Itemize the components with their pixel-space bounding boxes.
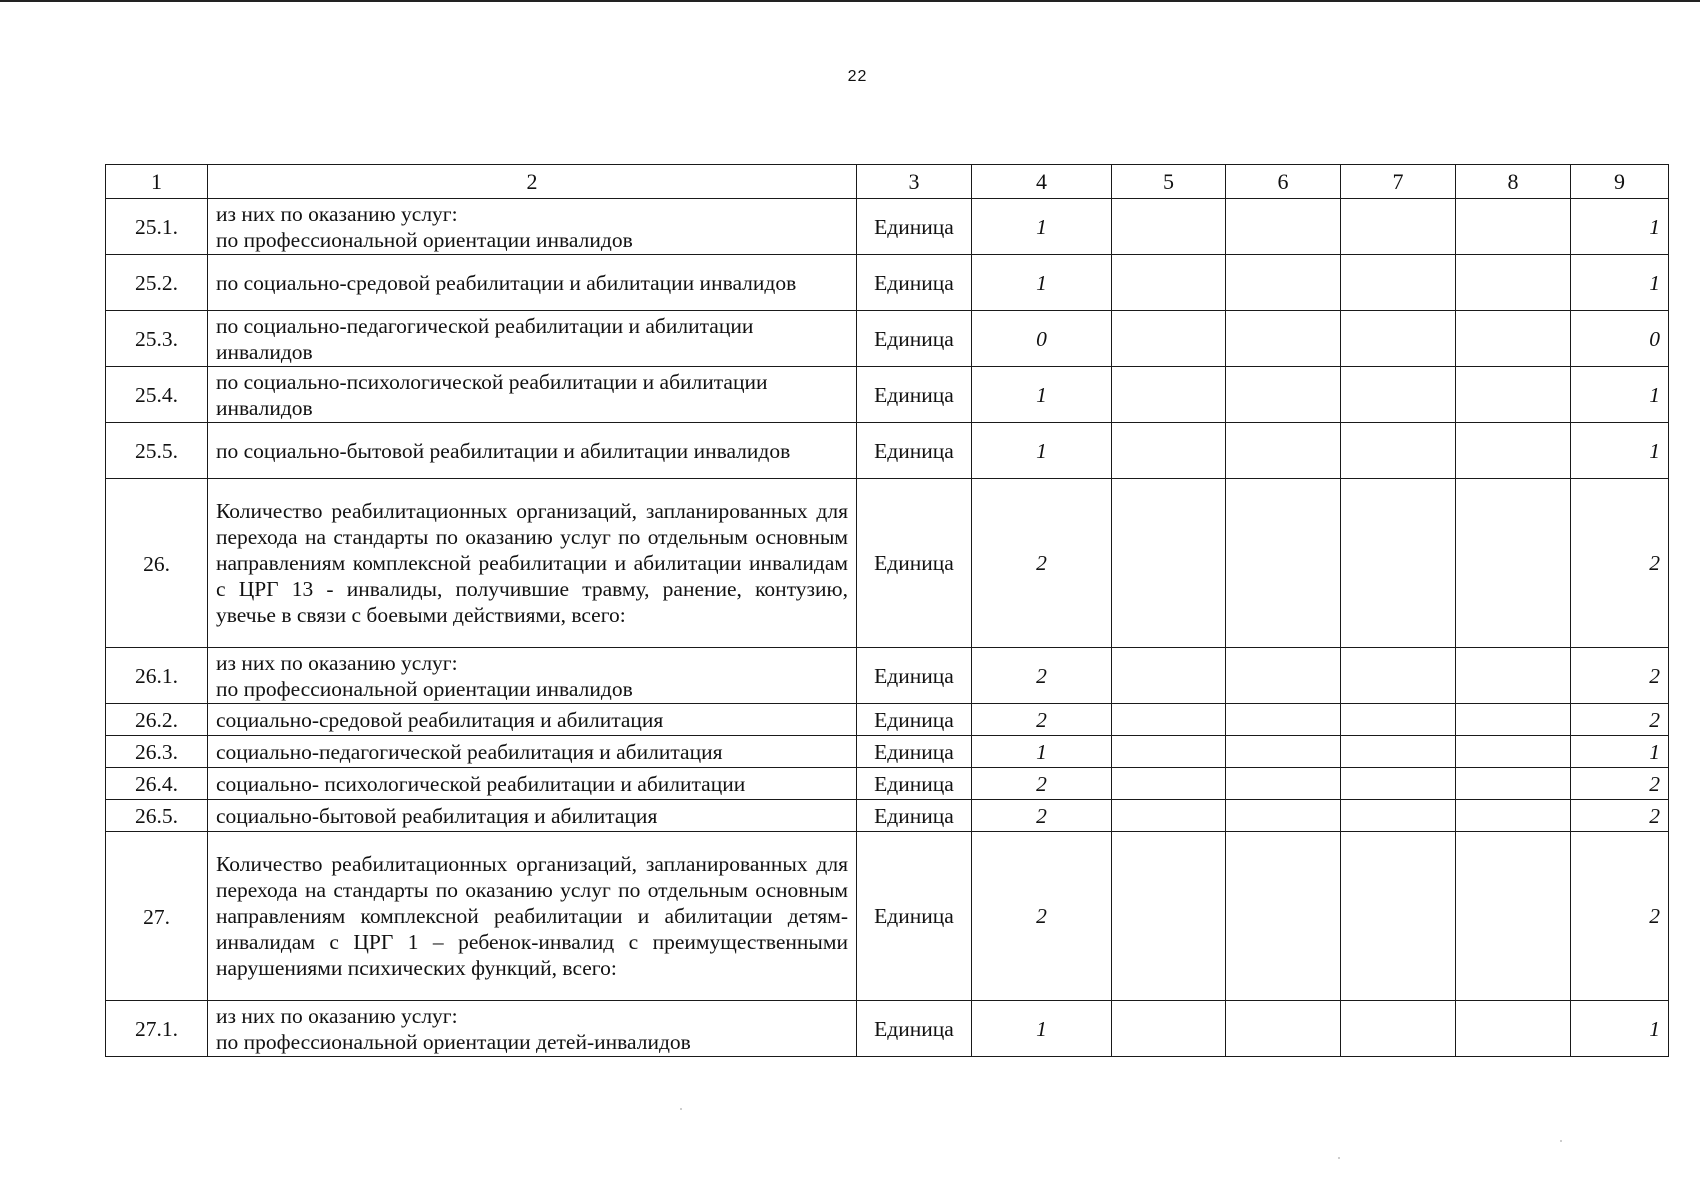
row-col8-value — [1456, 648, 1571, 704]
row-col4-value: 1 — [972, 199, 1112, 255]
row-col4-value: 1 — [972, 1001, 1112, 1057]
row-col8-value — [1456, 800, 1571, 832]
row-col5-value — [1112, 311, 1226, 367]
row-unit: Единица — [857, 736, 972, 768]
row-col6-value — [1226, 199, 1341, 255]
row-number: 26.3. — [106, 736, 208, 768]
row-col6-value — [1226, 311, 1341, 367]
row-col6-value — [1226, 704, 1341, 736]
row-number: 26. — [106, 479, 208, 648]
row-name: социально- психологической реабилитации и абилитации — [208, 768, 857, 800]
table-row — [106, 423, 1669, 479]
row-col6-value — [1226, 1001, 1341, 1057]
table-row — [106, 736, 1669, 768]
row-col9-value: 1 — [1571, 1001, 1669, 1057]
row-col6-value — [1226, 832, 1341, 1001]
row-name-line-1: из них по оказанию услуг: — [216, 650, 458, 675]
row-unit: Единица — [857, 704, 972, 736]
row-col4-value: 0 — [972, 311, 1112, 367]
row-col7-value — [1341, 768, 1456, 800]
row-name-line-2: по профессиональной ориентации инвалидов — [216, 676, 633, 701]
row-unit: Единица — [857, 199, 972, 255]
row-name — [208, 199, 857, 255]
row-col6-value — [1226, 423, 1341, 479]
row-name: Количество реабилитационных организаций, запланированных для перехода на стандарты по оказанию услуг по отдельным основным направлениям комплексной реабилитации и абилитации инвалидам с ЦРГ 13 - инвалиды, получившие травму, ранение, контузию, увечье в связи с боевыми действиями, всего: — [208, 479, 857, 648]
row-col9-value: 1 — [1571, 423, 1669, 479]
row-col9-value: 2 — [1571, 832, 1669, 1001]
row-col5-value — [1112, 736, 1226, 768]
row-col6-value — [1226, 367, 1341, 423]
row-unit: Единица — [857, 1001, 972, 1057]
table-row — [106, 704, 1669, 736]
table-row — [106, 832, 1669, 1001]
row-col5-value — [1112, 199, 1226, 255]
row-unit: Единица — [857, 311, 972, 367]
row-col7-value — [1341, 736, 1456, 768]
table-row — [106, 800, 1669, 832]
column-header-4: 4 — [972, 165, 1112, 199]
table-row — [106, 199, 1669, 255]
row-col4-value: 1 — [972, 423, 1112, 479]
row-name: по социально-средовой реабилитации и абилитации инвалидов — [208, 255, 857, 311]
row-col6-value — [1226, 255, 1341, 311]
row-number: 26.1. — [106, 648, 208, 704]
row-col8-value — [1456, 255, 1571, 311]
table-row — [106, 367, 1669, 423]
row-name-line-2: по профессиональной ориентации инвалидов — [216, 227, 633, 252]
row-col9-value: 2 — [1571, 768, 1669, 800]
row-col4-value: 2 — [972, 704, 1112, 736]
row-col4-value: 1 — [972, 367, 1112, 423]
column-header-2: 2 — [208, 165, 857, 199]
row-name: социально-педагогической реабилитация и абилитация — [208, 736, 857, 768]
page-top-edge — [0, 0, 1700, 2]
header-row — [106, 165, 1669, 199]
row-col4-value: 2 — [972, 648, 1112, 704]
row-name: социально-средовой реабилитация и абилитация — [208, 704, 857, 736]
row-name: по социально-бытовой реабилитации и абилитации инвалидов — [208, 423, 857, 479]
row-col8-value — [1456, 704, 1571, 736]
row-unit: Единица — [857, 479, 972, 648]
row-col8-value — [1456, 1001, 1571, 1057]
row-unit: Единица — [857, 255, 972, 311]
column-header-5: 5 — [1112, 165, 1226, 199]
row-col9-value: 1 — [1571, 367, 1669, 423]
row-name: по социально-педагогической реабилитации и абилитации инвалидов — [208, 311, 857, 367]
row-col9-value: 2 — [1571, 704, 1669, 736]
row-number: 26.2. — [106, 704, 208, 736]
row-unit: Единица — [857, 800, 972, 832]
row-col4-value: 2 — [972, 800, 1112, 832]
page-number: 22 — [847, 68, 868, 85]
row-number: 27. — [106, 832, 208, 1001]
column-header-3: 3 — [857, 165, 972, 199]
row-col8-value — [1456, 736, 1571, 768]
row-number: 27.1. — [106, 1001, 208, 1057]
row-col6-value — [1226, 800, 1341, 832]
row-col5-value — [1112, 1001, 1226, 1057]
row-col7-value — [1341, 648, 1456, 704]
row-number: 25.5. — [106, 423, 208, 479]
row-col9-value: 2 — [1571, 800, 1669, 832]
row-col7-value — [1341, 479, 1456, 648]
row-col7-value — [1341, 704, 1456, 736]
row-col4-value: 1 — [972, 736, 1112, 768]
row-name: Количество реабилитационных организаций, запланированных для перехода на стандарты по оказанию услуг по отдельным основным направлениям комплексной реабилитации и абилитации детям-инвалидам с ЦРГ 1 – ребенок-инвалид с преимущественными нарушениями психических функций, всего: — [208, 832, 857, 1001]
row-col5-value — [1112, 832, 1226, 1001]
row-col7-value — [1341, 1001, 1456, 1057]
row-name: социально-бытовой реабилитация и абилитация — [208, 800, 857, 832]
row-col5-value — [1112, 768, 1226, 800]
row-col4-value: 2 — [972, 768, 1112, 800]
column-header-7: 7 — [1341, 165, 1456, 199]
row-number: 25.2. — [106, 255, 208, 311]
row-col5-value — [1112, 704, 1226, 736]
row-col4-value: 2 — [972, 832, 1112, 1001]
row-col8-value — [1456, 479, 1571, 648]
row-col6-value — [1226, 736, 1341, 768]
table-row — [106, 255, 1669, 311]
row-col9-value: 2 — [1571, 648, 1669, 704]
row-col5-value — [1112, 479, 1226, 648]
scan-speck — [1560, 1140, 1562, 1142]
row-name — [208, 1001, 857, 1057]
row-col7-value — [1341, 832, 1456, 1001]
row-unit: Единица — [857, 367, 972, 423]
row-number: 25.1. — [106, 199, 208, 255]
column-header-9: 9 — [1571, 165, 1669, 199]
row-number: 25.3. — [106, 311, 208, 367]
row-col7-value — [1341, 255, 1456, 311]
table-row — [106, 479, 1669, 648]
row-col5-value — [1112, 648, 1226, 704]
row-unit: Единица — [857, 768, 972, 800]
row-col9-value: 1 — [1571, 736, 1669, 768]
row-col8-value — [1456, 832, 1571, 1001]
row-col6-value — [1226, 648, 1341, 704]
row-col7-value — [1341, 800, 1456, 832]
row-col8-value — [1456, 367, 1571, 423]
row-col9-value: 1 — [1571, 255, 1669, 311]
row-col6-value — [1226, 768, 1341, 800]
row-col5-value — [1112, 255, 1226, 311]
row-col4-value: 1 — [972, 255, 1112, 311]
row-name-line-1: из них по оказанию услуг: — [216, 1003, 458, 1028]
row-col7-value — [1341, 423, 1456, 479]
data-table — [105, 164, 1669, 1057]
row-col8-value — [1456, 423, 1571, 479]
row-name: по социально-психологической реабилитации и абилитации инвалидов — [208, 367, 857, 423]
row-col9-value: 0 — [1571, 311, 1669, 367]
row-unit: Единица — [857, 648, 972, 704]
row-col8-value — [1456, 199, 1571, 255]
row-col5-value — [1112, 367, 1226, 423]
row-col5-value — [1112, 423, 1226, 479]
table-row — [106, 768, 1669, 800]
row-col4-value: 2 — [972, 479, 1112, 648]
row-col8-value — [1456, 768, 1571, 800]
row-number: 25.4. — [106, 367, 208, 423]
row-col6-value — [1226, 479, 1341, 648]
column-header-8: 8 — [1456, 165, 1571, 199]
table-row — [106, 648, 1669, 704]
row-col5-value — [1112, 800, 1226, 832]
row-col7-value — [1341, 199, 1456, 255]
row-col9-value: 1 — [1571, 199, 1669, 255]
table-row — [106, 1001, 1669, 1057]
table-row — [106, 311, 1669, 367]
row-col7-value — [1341, 311, 1456, 367]
column-header-1: 1 — [106, 165, 208, 199]
row-col9-value: 2 — [1571, 479, 1669, 648]
scan-speck — [680, 1108, 682, 1110]
scan-speck — [1338, 1157, 1340, 1159]
row-number: 26.5. — [106, 800, 208, 832]
row-name — [208, 648, 857, 704]
row-number: 26.4. — [106, 768, 208, 800]
row-col7-value — [1341, 367, 1456, 423]
row-col8-value — [1456, 311, 1571, 367]
row-unit: Единица — [857, 832, 972, 1001]
column-header-6: 6 — [1226, 165, 1341, 199]
row-name-line-1: из них по оказанию услуг: — [216, 201, 458, 226]
row-name-line-2: по профессиональной ориентации детей-инвалидов — [216, 1029, 691, 1054]
row-unit: Единица — [857, 423, 972, 479]
